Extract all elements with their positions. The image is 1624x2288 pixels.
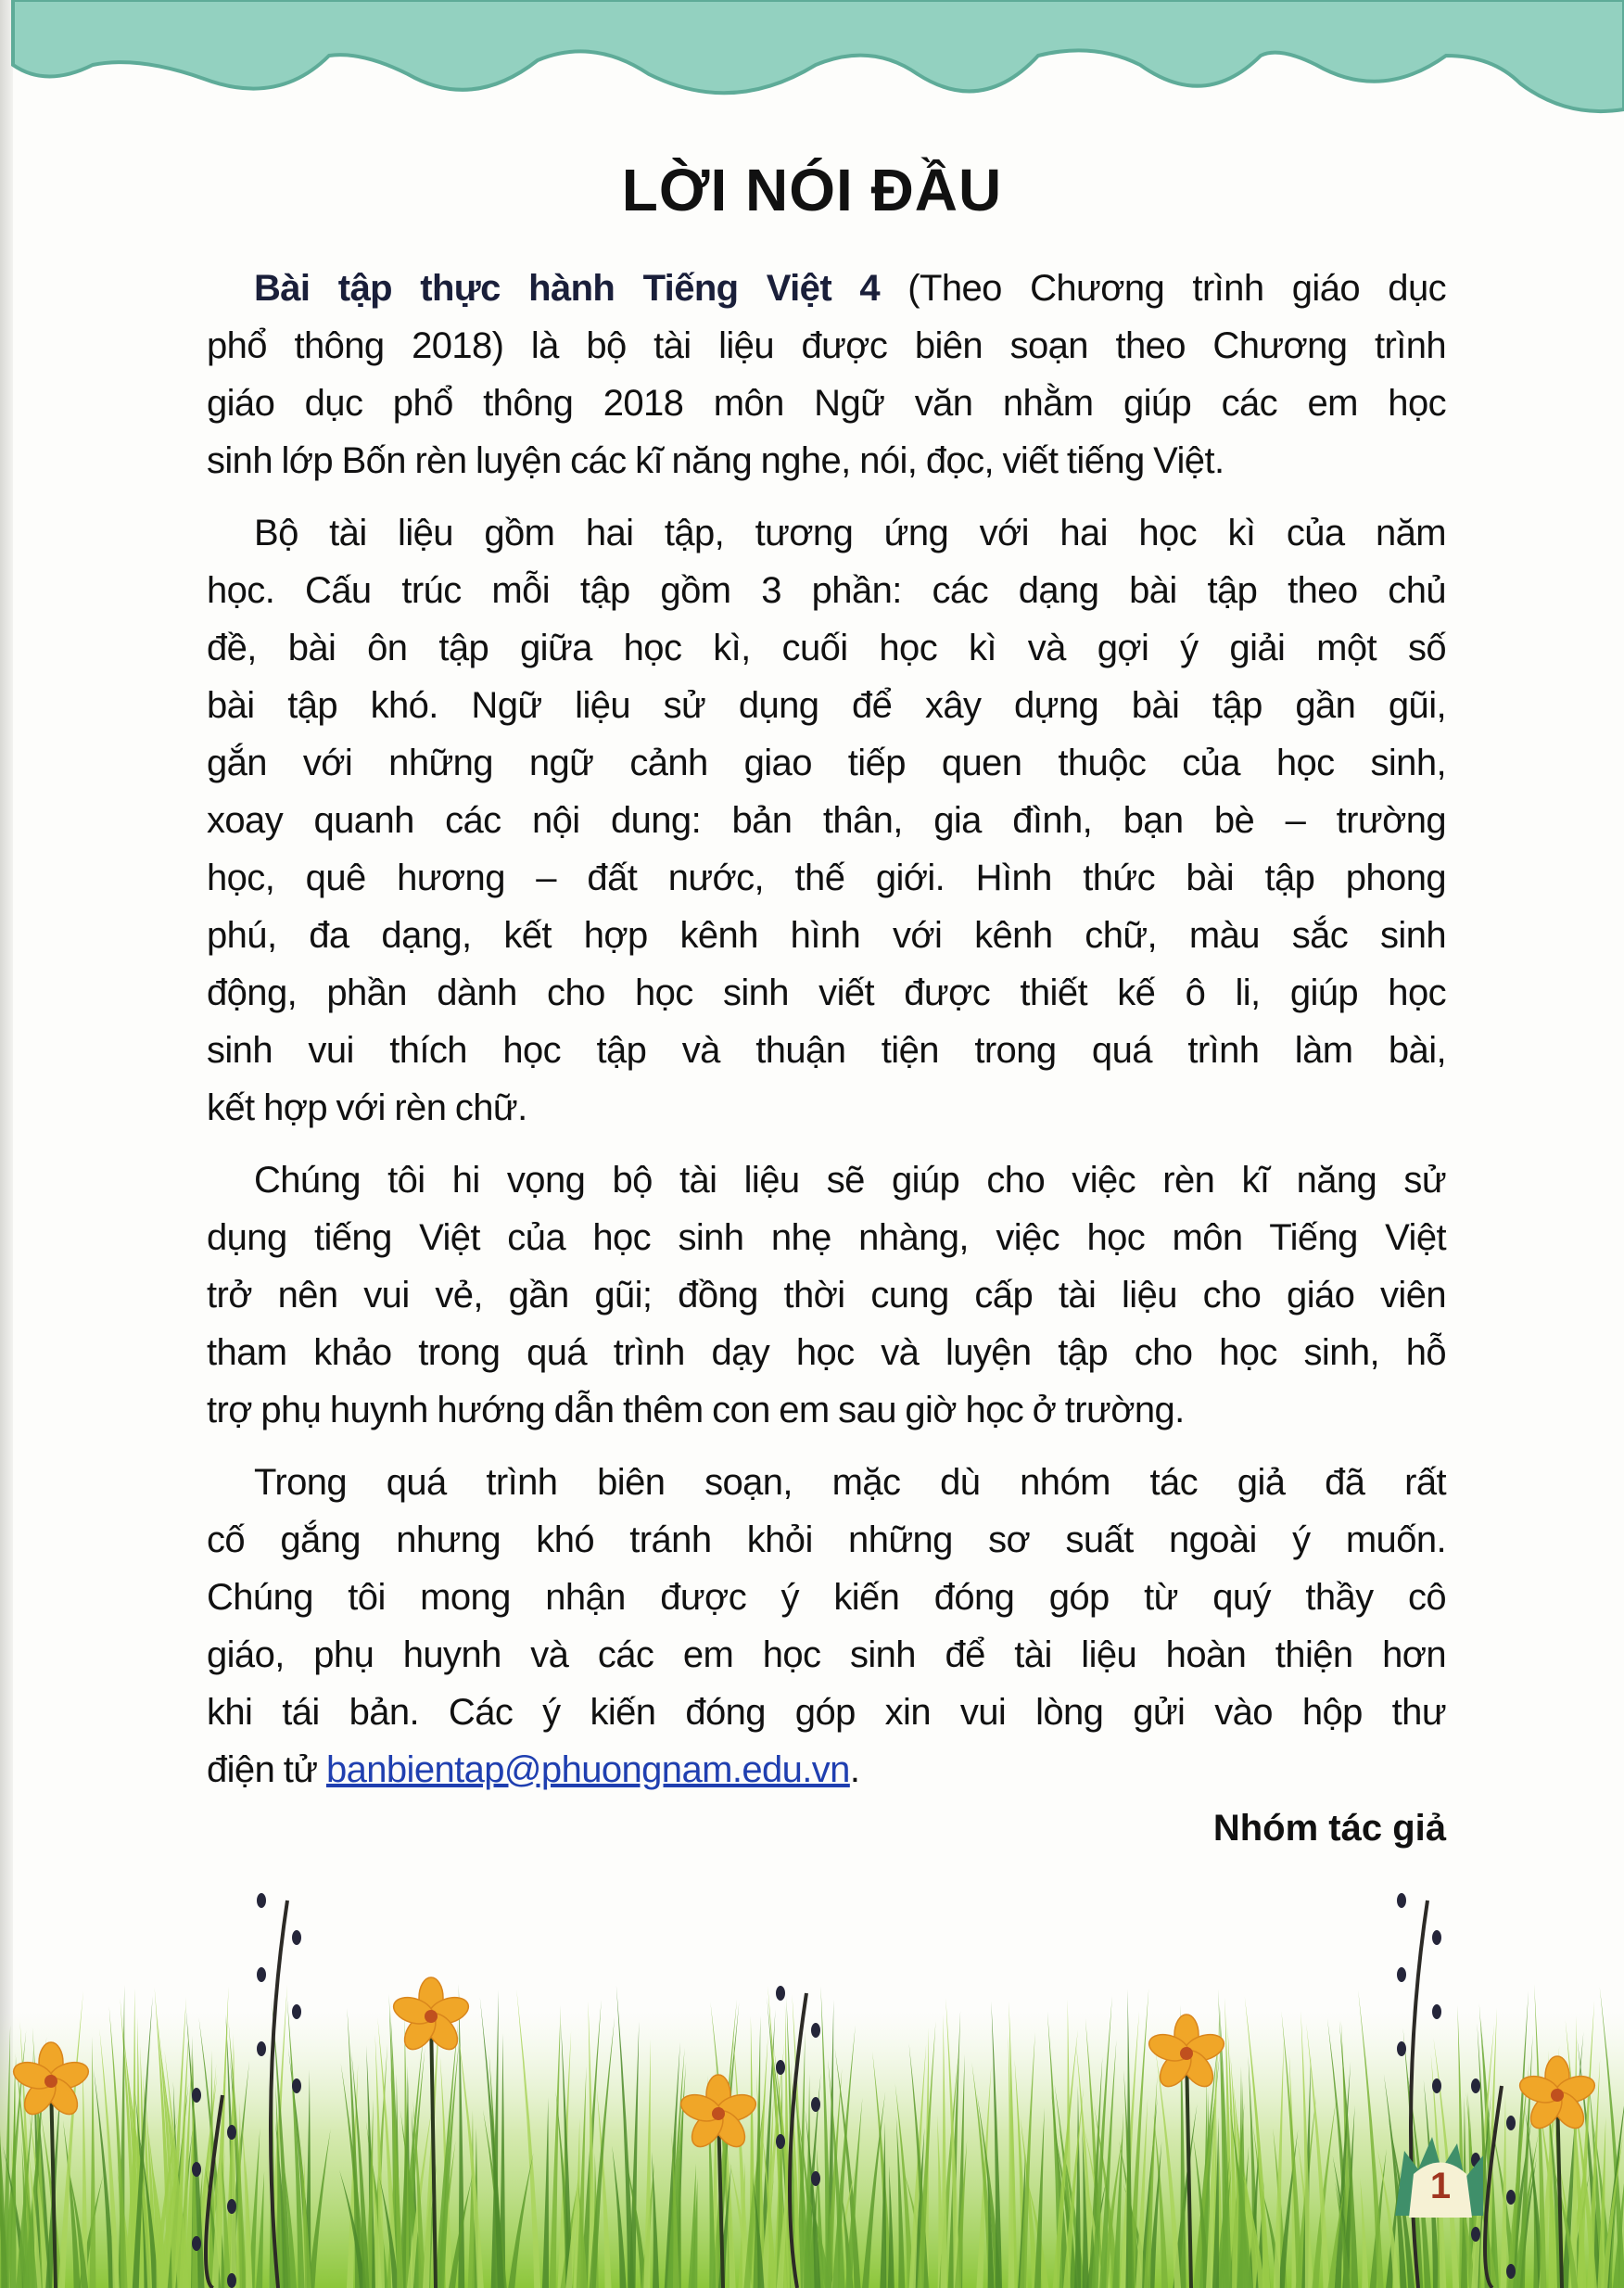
text-line [207, 504, 1446, 562]
text-line [207, 432, 1446, 489]
flower-center [1551, 2089, 1564, 2102]
line-text: . [849, 1749, 860, 1790]
text-line [207, 964, 1446, 1022]
line-text: trợ phụ huynh hướng dẫn thêm con em sau giờ học ở trường. [207, 1390, 1185, 1430]
bud [192, 2162, 201, 2177]
bud [776, 1986, 785, 2001]
line-text: trở nên vui vẻ, gần gũi; đồng thời cung cấp tài liệu cho giáo viên [207, 1275, 1446, 1316]
grass-flowers-decoration [0, 1873, 1624, 2288]
bud [1471, 2227, 1480, 2242]
bud [192, 2236, 201, 2251]
bud [1397, 1893, 1406, 1908]
line-text: phổ thông 2018) là bộ tài liệu được biên soạn theo Chương trình [207, 325, 1446, 366]
text-line [207, 1381, 1446, 1439]
flower-center [712, 2107, 725, 2120]
text-line [207, 1684, 1446, 1741]
text-line [207, 1266, 1446, 1324]
line-text: học, quê hương – đất nước, thế giới. Hình thức bài tập phong [207, 858, 1446, 898]
bud [811, 2171, 820, 2186]
text-line [207, 317, 1446, 375]
bud [292, 1930, 301, 1945]
bud [257, 2041, 266, 2056]
bud [1506, 2190, 1516, 2205]
line-text: sinh lớp Bốn rèn luyện các kĩ năng nghe, nói, đọc, viết tiếng Việt. [207, 440, 1224, 481]
text-line [207, 907, 1446, 964]
cloud-header-decoration [0, 0, 1624, 139]
flower-center [1180, 2047, 1193, 2060]
line-text: đề, bài ôn tập giữa học kì, cuối học kì và gợi ý giải một số [207, 628, 1446, 668]
line-text: giáo dục phổ thông 2018 môn Ngữ văn nhằm giúp các em học [207, 383, 1446, 424]
text-line [207, 1741, 1446, 1799]
line-text: cố gắng nhưng khó tránh khỏi những sơ suất ngoài ý muốn. [207, 1519, 1446, 1560]
line-text: bài tập khó. Ngữ liệu sử dụng để xây dựng bài tập gần gũi, [207, 685, 1446, 726]
cloud-header-shape [13, 0, 1624, 111]
bud [227, 2273, 236, 2288]
text-line [207, 1209, 1446, 1266]
paragraph [207, 504, 1446, 1137]
text-line [207, 677, 1446, 734]
line-text: (Theo Chương trình giáo dục [880, 268, 1446, 309]
line-text: xoay quanh các nội dung: bản thân, gia đình, bạn bè – trường [207, 800, 1446, 841]
line-text: giáo, phụ huynh và các em học sinh để tài liệu hoàn thiện hơn [207, 1634, 1446, 1675]
page-number: 1 [1429, 2166, 1452, 2206]
bud [192, 2088, 201, 2103]
text-line [207, 792, 1446, 849]
bud [292, 2078, 301, 2093]
text-line [207, 849, 1446, 907]
book-title: Bài tập thực hành Tiếng Việt 4 [254, 268, 880, 309]
text-line [207, 260, 1446, 317]
text-line [207, 1324, 1446, 1381]
text-line [207, 619, 1446, 677]
text-line [207, 562, 1446, 619]
line-text: khi tái bản. Các ý kiến đóng góp xin vui lòng gửi vào hộp thư [207, 1692, 1446, 1733]
flower-center [44, 2075, 57, 2088]
text-line [207, 1626, 1446, 1684]
line-text: phú, đa dạng, kết hợp kênh hình với kênh chữ, màu sắc sinh [207, 915, 1446, 956]
line-text: Bộ tài liệu gồm hai tập, tương ứng với hai học kì của năm [254, 513, 1446, 553]
text-line [207, 375, 1446, 432]
line-text: tham khảo trong quá trình dạy học và luyện tập cho học sinh, hỗ [207, 1332, 1446, 1373]
line-text: động, phần dành cho học sinh viết được thiết kế ô li, giúp học [207, 972, 1446, 1013]
bud [1432, 1930, 1441, 1945]
bud [1397, 1967, 1406, 1982]
paragraph [207, 1454, 1446, 1799]
bud [1471, 2078, 1480, 2093]
line-text: Chúng tôi hi vọng bộ tài liệu sẽ giúp cho việc rèn kĩ năng sử [254, 1160, 1446, 1201]
line-text: gắn với những ngữ cảnh giao tiếp quen thuộc của học sinh, [207, 743, 1446, 783]
bud [1397, 2041, 1406, 2056]
line-text: học. Cấu trúc mỗi tập gồm 3 phần: các dạng bài tập theo chủ [207, 570, 1446, 611]
bud [776, 2060, 785, 2075]
bud [1506, 2116, 1516, 2130]
email-link[interactable]: banbientap@phuongnam.edu.vn [325, 1749, 850, 1790]
bud [811, 2023, 820, 2038]
bud [257, 1967, 266, 1982]
text-line [207, 1079, 1446, 1137]
line-text: Chúng tôi mong nhận được ý kiến đóng góp từ quý thầy cô [207, 1577, 1446, 1618]
line-text: điện tử [207, 1749, 326, 1790]
bud [1506, 2264, 1516, 2279]
document-body [207, 260, 1446, 1813]
text-line [207, 1454, 1446, 1511]
line-text: Trong quá trình biên soạn, mặc dù nhóm tác giả đã rất [254, 1462, 1446, 1503]
bud [811, 2097, 820, 2112]
text-line [207, 1151, 1446, 1209]
bud [227, 2199, 236, 2214]
bud [776, 2134, 785, 2149]
line-text: dụng tiếng Việt của học sinh nhẹ nhàng, việc học môn Tiếng Việt [207, 1217, 1446, 1258]
signature: Nhóm tác giả [1212, 1808, 1446, 1849]
page-title: LỜI NÓI ĐẦU [621, 157, 1003, 223]
bud [257, 1893, 266, 1908]
text-line [207, 1511, 1446, 1569]
text-line [207, 1022, 1446, 1079]
bud [1432, 2078, 1441, 2093]
paragraph [207, 1151, 1446, 1439]
paragraph [207, 260, 1446, 489]
bud [227, 2125, 236, 2140]
flower-center [425, 2010, 438, 2023]
text-line [207, 734, 1446, 792]
line-text: sinh vui thích học tập và thuận tiện trong quá trình làm bài, [207, 1030, 1446, 1071]
line-text: kết hợp với rèn chữ. [207, 1087, 527, 1128]
bud [1432, 2004, 1441, 2019]
text-line [207, 1569, 1446, 1626]
bud [292, 2004, 301, 2019]
